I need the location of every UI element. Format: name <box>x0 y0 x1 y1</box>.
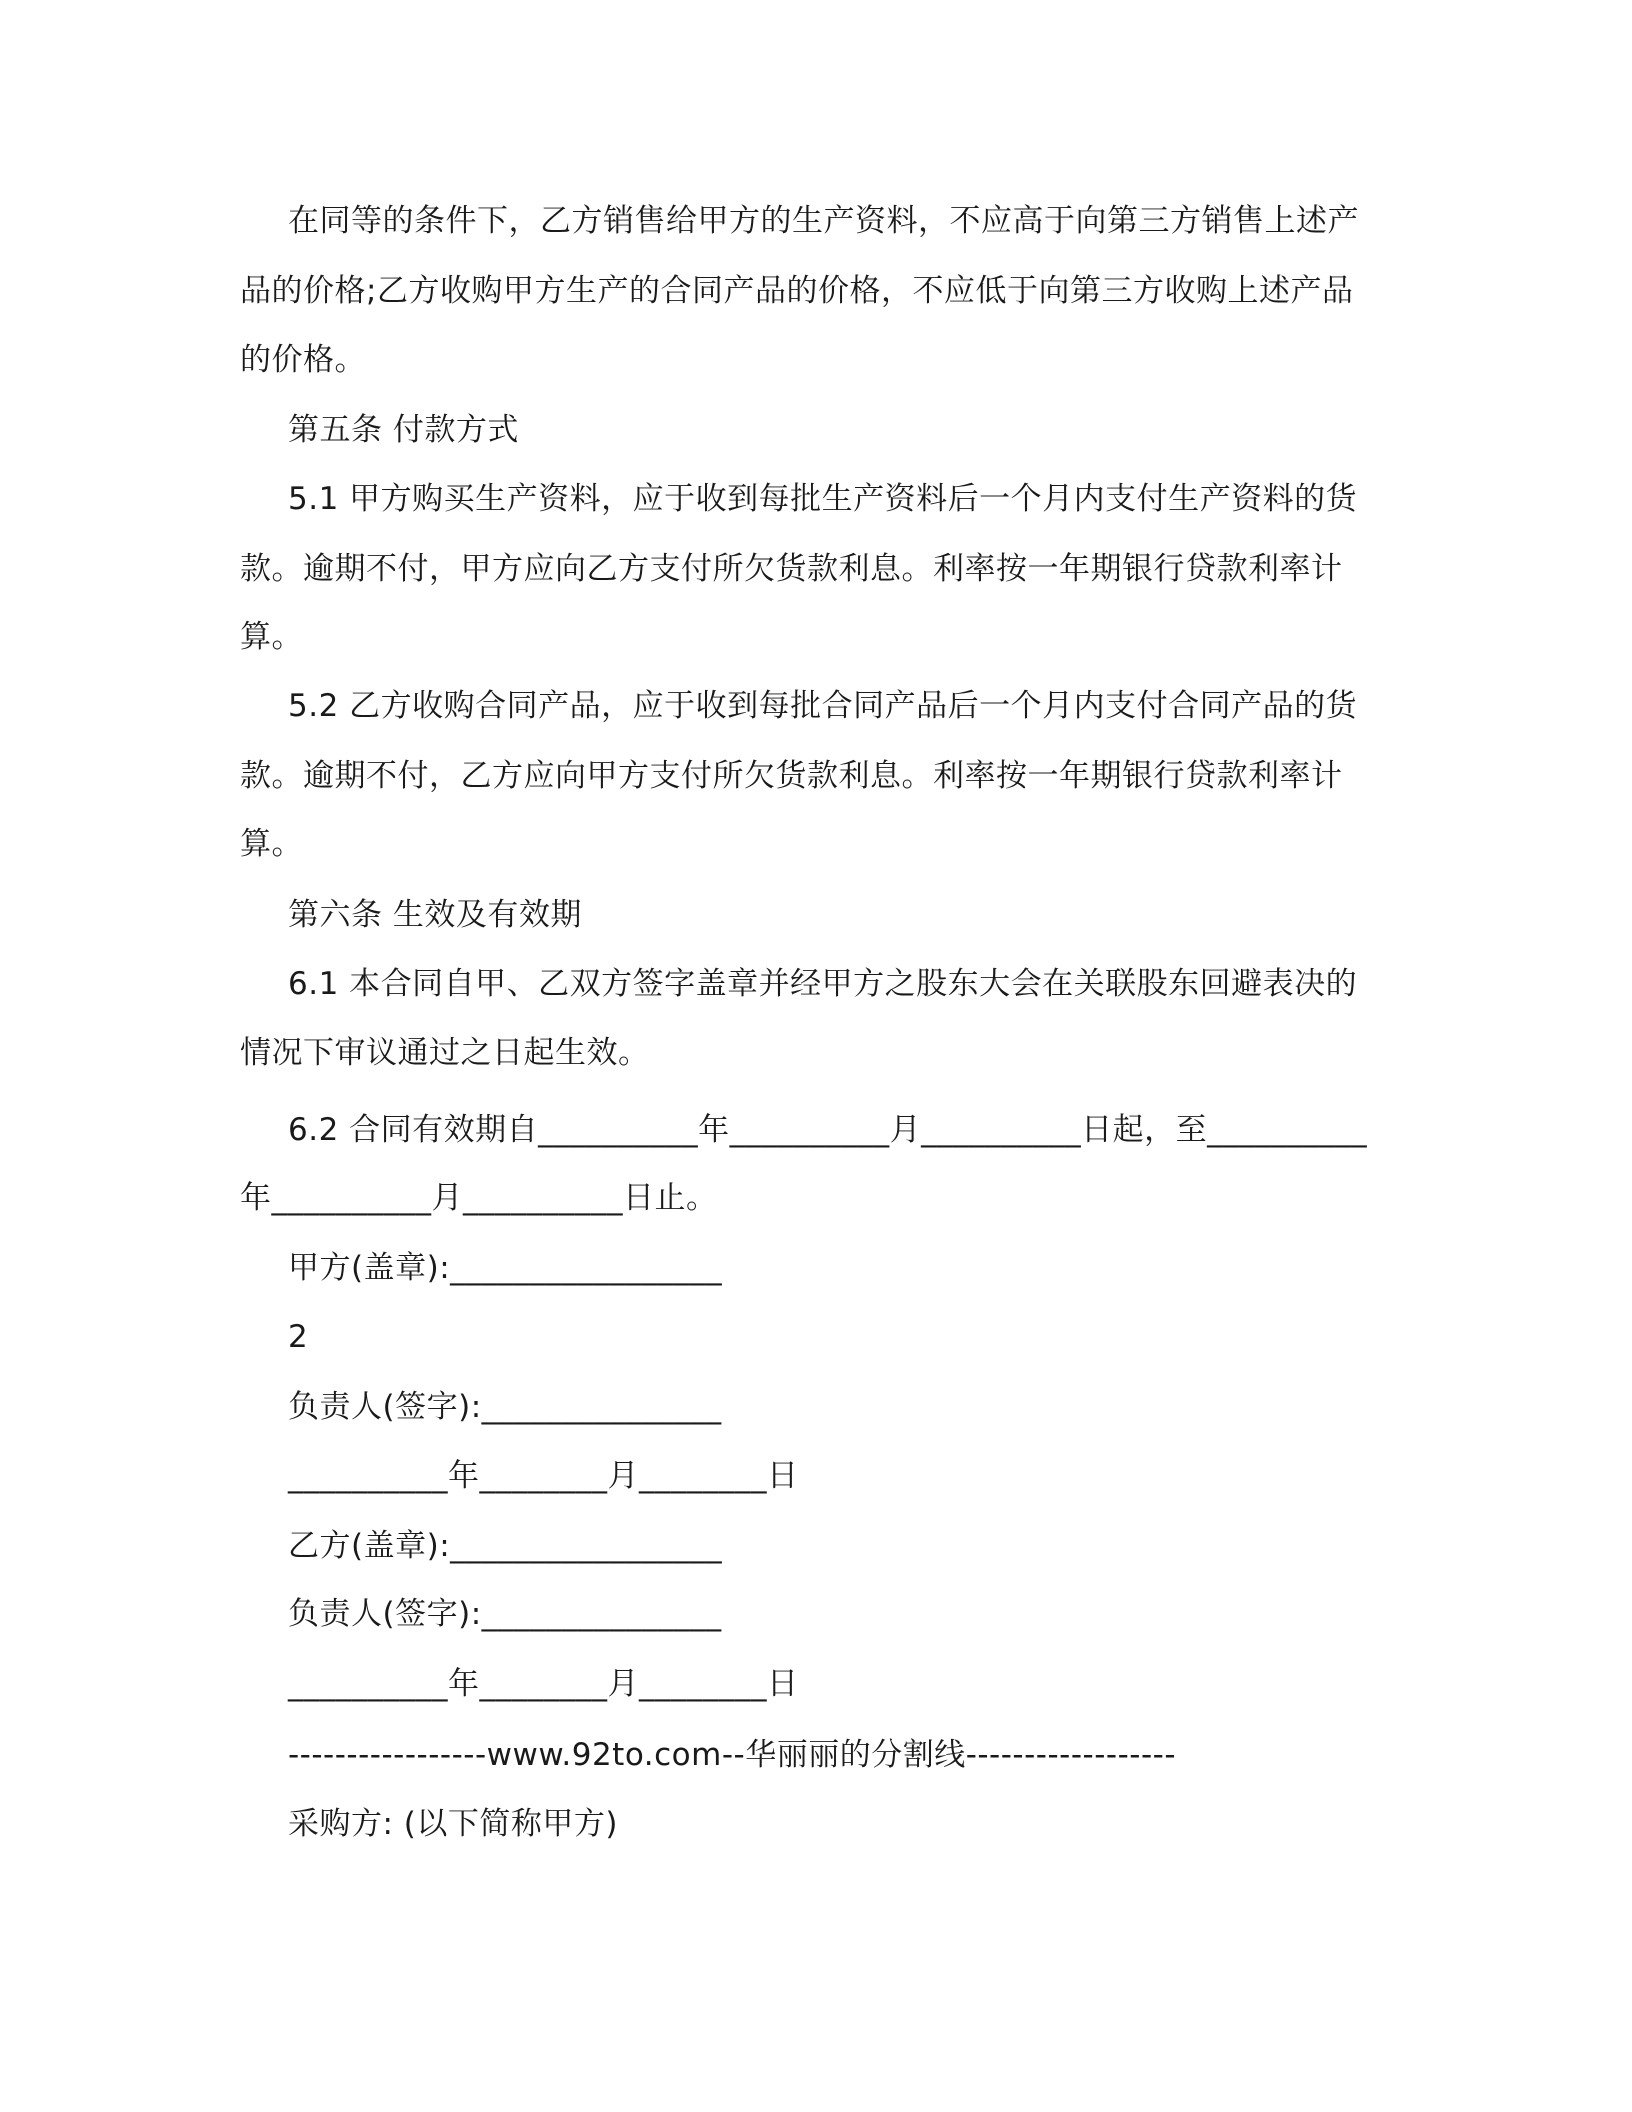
divider-line: -----------------www.92to.com--华丽丽的分割线------------------ <box>288 1737 1177 1773</box>
party-a-date-line: __________年________月________日 <box>288 1458 799 1494</box>
text-line: 6.1 本合同自甲、乙双方签字盖章并经甲方之股东大会在关联股东回避表决的 <box>288 966 1358 1002</box>
page-number: 2 <box>288 1319 309 1355</box>
section-heading: 第六条 生效及有效期 <box>288 897 582 933</box>
text-line: 的价格。 <box>240 342 366 378</box>
text-line: 品的价格;乙方收购甲方生产的合同产品的价格，不应低于向第三方收购上述产品 <box>240 273 1354 309</box>
party-b-signatory-line: 负责人(签字):_______________ <box>288 1596 722 1632</box>
text-line: 采购方: (以下简称甲方) <box>288 1806 618 1842</box>
party-b-date-line: __________年________月________日 <box>288 1666 799 1702</box>
text-line: 款。逾期不付，乙方应向甲方支付所欠货款利息。利率按一年期银行贷款利率计 <box>240 758 1343 794</box>
text-line: 在同等的条件下，乙方销售给甲方的生产资料，不应高于向第三方销售上述产 <box>288 203 1359 239</box>
party-b-seal-line: 乙方(盖章):_________________ <box>288 1528 723 1564</box>
party-a-signatory-line: 负责人(签字):_______________ <box>288 1389 722 1425</box>
text-line: 6.2 合同有效期自__________年__________月__________日起，至__________ <box>288 1112 1368 1148</box>
text-line: 情况下审议通过之日起生效。 <box>240 1035 650 1071</box>
section-heading: 第五条 付款方式 <box>288 412 519 448</box>
text-line: 款。逾期不付，甲方应向乙方支付所欠货款利息。利率按一年期银行贷款利率计 <box>240 551 1343 587</box>
text-line: 年__________月__________日止。 <box>240 1180 718 1216</box>
text-line: 5.1 甲方购买生产资料，应于收到每批生产资料后一个月内支付生产资料的货 <box>288 481 1358 517</box>
party-a-seal-line: 甲方(盖章):_________________ <box>288 1250 723 1286</box>
text-line: 算。 <box>240 826 303 862</box>
text-line: 算。 <box>240 619 303 655</box>
text-line: 5.2 乙方收购合同产品，应于收到每批合同产品后一个月内支付合同产品的货 <box>288 688 1358 724</box>
